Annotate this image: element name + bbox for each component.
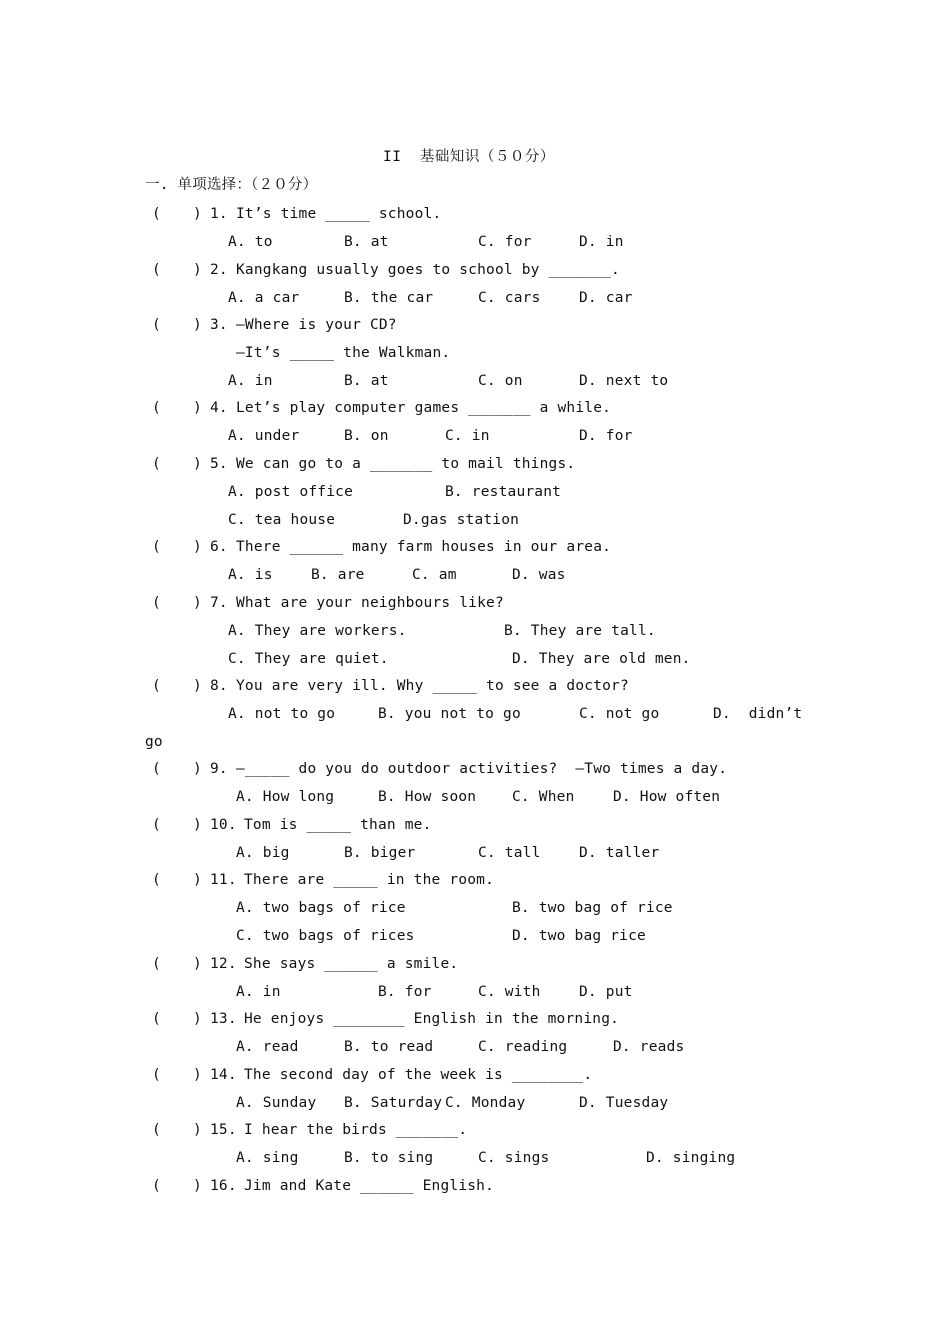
answer-bracket-open: ( bbox=[152, 1011, 161, 1027]
option-b: B. to read bbox=[344, 1038, 434, 1055]
question-stem: I hear the birds _______. bbox=[244, 1122, 468, 1138]
answer-bracket-open: ( bbox=[152, 1178, 161, 1194]
answer-bracket-open: ( bbox=[152, 206, 161, 222]
question-stem: There ______ many farm houses in our area. bbox=[236, 539, 612, 555]
option-d: D. Tuesday bbox=[579, 1094, 669, 1111]
question-number: 10. bbox=[210, 817, 237, 833]
question-stem: There are _____ in the room. bbox=[244, 872, 495, 888]
answer-bracket-open: ( bbox=[152, 456, 161, 472]
question-stem: The second day of the week is ________. bbox=[244, 1067, 593, 1083]
answer-bracket-open: ( bbox=[152, 262, 161, 278]
option-d: D. next to bbox=[579, 372, 669, 389]
option-a: A. under bbox=[228, 427, 300, 444]
question-number: 2. bbox=[210, 262, 228, 278]
option-c: C. in bbox=[445, 427, 490, 444]
option-d: D. singing bbox=[646, 1149, 736, 1166]
answer-bracket-open: ( bbox=[152, 1122, 161, 1138]
option-a: A. post office bbox=[228, 483, 354, 500]
option-a: A. in bbox=[236, 983, 281, 1000]
question-stem: It’s time _____ school. bbox=[236, 206, 442, 222]
answer-bracket-close: ) bbox=[193, 456, 202, 472]
option-wrap-text: go bbox=[145, 733, 163, 750]
question-stem-line2: —It’s _____ the Walkman. bbox=[236, 344, 451, 361]
option-b: B. to sing bbox=[344, 1149, 434, 1166]
question-number: 6. bbox=[210, 539, 228, 555]
option-a: A. not to go bbox=[228, 705, 336, 722]
answer-bracket-close: ) bbox=[193, 678, 202, 694]
question-stem: Kangkang usually goes to school by _______. bbox=[236, 262, 620, 278]
option-b: B. you not to go bbox=[378, 705, 521, 722]
question-number: 8. bbox=[210, 678, 228, 694]
option-c: C. They are quiet. bbox=[228, 650, 389, 667]
question-number: 13. bbox=[210, 1011, 237, 1027]
option-a: A. to bbox=[228, 233, 273, 250]
question-stem: Tom is _____ than me. bbox=[244, 817, 432, 833]
question-number: 3. bbox=[210, 317, 228, 333]
option-a: A. sing bbox=[236, 1149, 299, 1166]
option-b: B. biger bbox=[344, 844, 416, 861]
option-c: C. not go bbox=[579, 705, 660, 722]
answer-bracket-open: ( bbox=[152, 400, 161, 416]
option-b: B. two bag of rice bbox=[512, 899, 673, 916]
question-number: 11. bbox=[210, 872, 237, 888]
option-b: B. on bbox=[344, 427, 389, 444]
option-c: C. Monday bbox=[445, 1094, 526, 1111]
question-number: 16. bbox=[210, 1178, 237, 1194]
question-stem: Jim and Kate ______ English. bbox=[244, 1178, 495, 1194]
question-number: 12. bbox=[210, 956, 237, 972]
answer-bracket-open: ( bbox=[152, 817, 161, 833]
option-a: A. a car bbox=[228, 289, 300, 306]
question-number: 7. bbox=[210, 595, 228, 611]
answer-bracket-close: ) bbox=[193, 1178, 202, 1194]
answer-bracket-close: ) bbox=[193, 317, 202, 333]
answer-bracket-open: ( bbox=[152, 956, 161, 972]
option-d: D. reads bbox=[613, 1038, 685, 1055]
option-b: B. at bbox=[344, 233, 389, 250]
option-c: C. When bbox=[512, 788, 575, 805]
option-d: D. taller bbox=[579, 844, 660, 861]
option-d: D. How often bbox=[613, 788, 721, 805]
answer-bracket-close: ) bbox=[193, 817, 202, 833]
question-stem: You are very ill. Why _____ to see a doctor? bbox=[236, 678, 629, 694]
question-stem: We can go to a _______ to mail things. bbox=[236, 456, 576, 472]
option-d: D. put bbox=[579, 983, 633, 1000]
option-a: A. Sunday bbox=[236, 1094, 317, 1111]
option-a: A. How long bbox=[236, 788, 335, 805]
option-d: D. was bbox=[512, 566, 566, 583]
option-a: A. two bags of rice bbox=[236, 899, 406, 916]
option-c: C. for bbox=[478, 233, 532, 250]
option-b: B. How soon bbox=[378, 788, 477, 805]
answer-bracket-open: ( bbox=[152, 1067, 161, 1083]
option-b: B. the car bbox=[344, 289, 434, 306]
question-number: 5. bbox=[210, 456, 228, 472]
option-b: B. They are tall. bbox=[504, 622, 656, 639]
option-b: B. at bbox=[344, 372, 389, 389]
option-d: D. two bag rice bbox=[512, 927, 646, 944]
question-number: 4. bbox=[210, 400, 228, 416]
question-stem: She says ______ a smile. bbox=[244, 956, 459, 972]
option-d: D. in bbox=[579, 233, 624, 250]
answer-bracket-close: ) bbox=[193, 1011, 202, 1027]
option-a: A. in bbox=[228, 372, 273, 389]
answer-bracket-close: ) bbox=[193, 761, 202, 777]
answer-bracket-close: ) bbox=[193, 872, 202, 888]
option-c: C. with bbox=[478, 983, 541, 1000]
question-stem: He enjoys ________ English in the morning. bbox=[244, 1011, 620, 1027]
answer-bracket-close: ) bbox=[193, 1122, 202, 1138]
option-c: C. cars bbox=[478, 289, 541, 306]
question-stem: Let’s play computer games _______ a while. bbox=[236, 400, 612, 416]
answer-bracket-close: ) bbox=[193, 1067, 202, 1083]
option-b: B. are bbox=[311, 566, 365, 583]
option-d: D.gas station bbox=[403, 511, 520, 528]
answer-bracket-open: ( bbox=[152, 678, 161, 694]
option-d: D. car bbox=[579, 289, 633, 306]
exam-part-title: II 基础知识（５０分） bbox=[383, 149, 555, 165]
option-c: C. tea house bbox=[228, 511, 336, 528]
answer-bracket-close: ) bbox=[193, 400, 202, 416]
answer-bracket-close: ) bbox=[193, 595, 202, 611]
question-stem: —_____ do you do outdoor activities? —Two times a day. bbox=[236, 761, 728, 777]
option-c: C. two bags of rices bbox=[236, 927, 415, 944]
answer-bracket-close: ) bbox=[193, 262, 202, 278]
question-number: 15. bbox=[210, 1122, 237, 1138]
option-d: D. for bbox=[579, 427, 633, 444]
option-a: A. They are workers. bbox=[228, 622, 407, 639]
option-b: B. restaurant bbox=[445, 483, 562, 500]
question-number: 9. bbox=[210, 761, 228, 777]
option-c: C. tall bbox=[478, 844, 541, 861]
answer-bracket-open: ( bbox=[152, 317, 161, 333]
option-b: B. Saturday bbox=[344, 1094, 443, 1111]
answer-bracket-open: ( bbox=[152, 595, 161, 611]
option-d: D. They are old men. bbox=[512, 650, 691, 667]
option-c: C. am bbox=[412, 566, 457, 583]
option-b: B. for bbox=[378, 983, 432, 1000]
question-stem: —Where is your CD? bbox=[236, 317, 397, 333]
answer-bracket-open: ( bbox=[152, 761, 161, 777]
option-c: C. reading bbox=[478, 1038, 568, 1055]
answer-bracket-close: ) bbox=[193, 539, 202, 555]
answer-bracket-open: ( bbox=[152, 872, 161, 888]
option-a: A. read bbox=[236, 1038, 299, 1055]
question-number: 1. bbox=[210, 206, 228, 222]
option-c: C. on bbox=[478, 372, 523, 389]
question-stem: What are your neighbours like? bbox=[236, 595, 504, 611]
answer-bracket-close: ) bbox=[193, 956, 202, 972]
question-number: 14. bbox=[210, 1067, 237, 1083]
option-a: A. big bbox=[236, 844, 290, 861]
option-d: D. didn’t bbox=[713, 705, 803, 722]
answer-bracket-close: ) bbox=[193, 206, 202, 222]
section-heading: 一. 单项选择：（２０分） bbox=[145, 177, 318, 193]
answer-bracket-open: ( bbox=[152, 539, 161, 555]
option-a: A. is bbox=[228, 566, 273, 583]
option-c: C. sings bbox=[478, 1149, 550, 1166]
